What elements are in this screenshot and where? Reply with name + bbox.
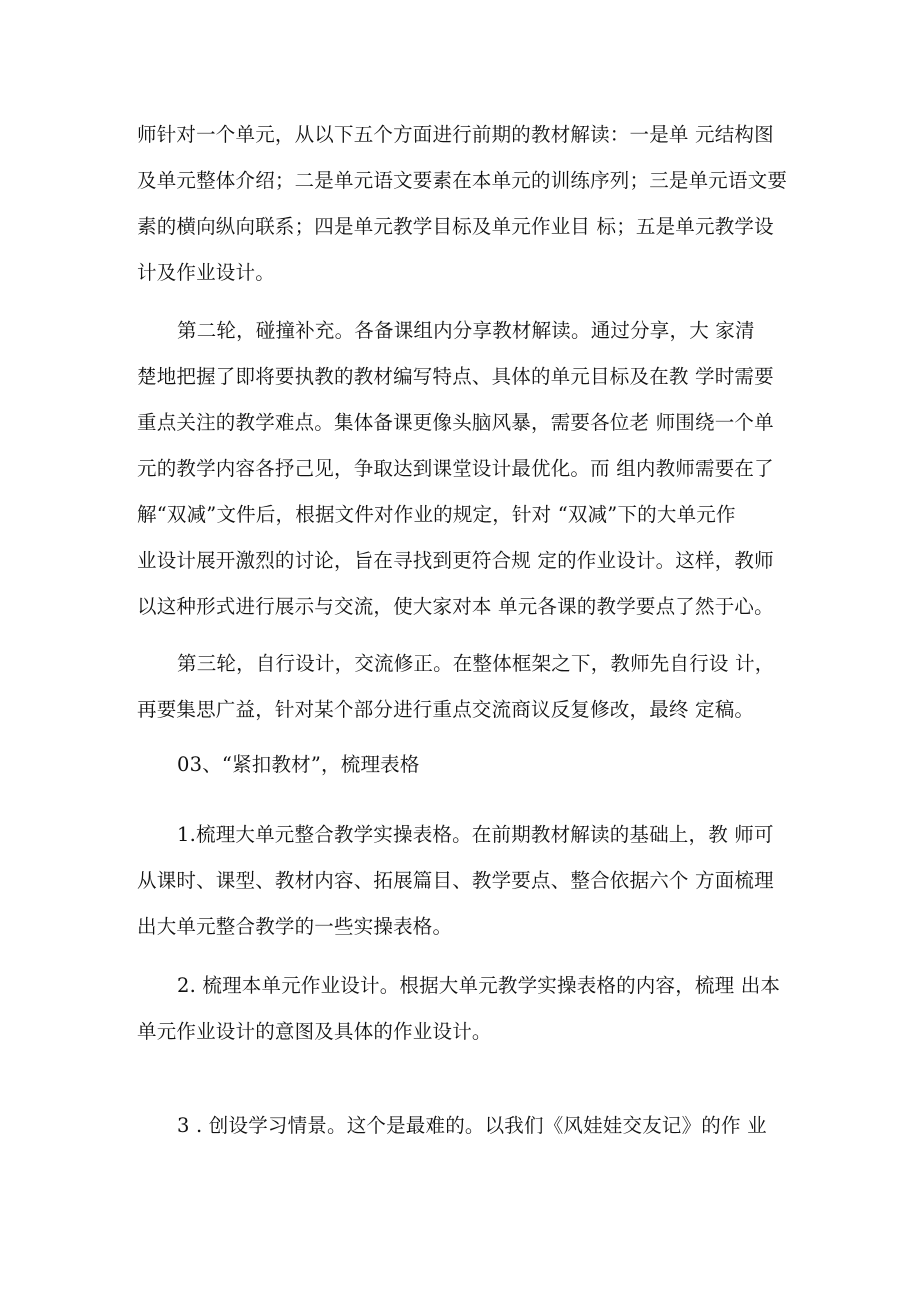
text-line: 2. 梳理本单元作业设计。根据大单元教学实操表格的内容，梳理 出本 bbox=[177, 974, 781, 997]
text-line: 3 . 创设学习情景。这个是最难的。以我们《风娃娃交友记》的作 业 bbox=[177, 1114, 767, 1137]
text-line: 1.梳理大单元整合教学实操表格。在前期教材解读的基础上，教 师可 bbox=[177, 823, 774, 846]
section-heading bbox=[137, 742, 797, 788]
text-line: 计及作业设计。 bbox=[137, 261, 275, 284]
text-line: 出大单元整合教学的一些实操表格。 bbox=[137, 915, 453, 938]
text-line: 从课时、课型、教材内容、拓展篇目、教学要点、整合依据六个 方面梳理 bbox=[137, 869, 774, 892]
text-line: 元的教学内容各抒己见，争取达到课堂设计最优化。而 组内教师需要在了 bbox=[137, 457, 774, 480]
paragraph-2 bbox=[137, 308, 797, 630]
text-line: 师针对一个单元，从以下五个方面进行前期的教材解读：一是单 元结构图 bbox=[137, 123, 774, 146]
paragraph-1 bbox=[137, 112, 797, 296]
text-line: 再要集思广益，针对某个部分进行重点交流商议反复修改，最终 定稿。 bbox=[137, 698, 755, 721]
text-line: 重点关注的教学难点。集体备课更像头脑风暴，需要各位老 师围绕一个单 bbox=[137, 411, 774, 434]
paragraph-3 bbox=[137, 641, 797, 733]
text-line: 解“双减”文件后，根据文件对作业的规定，针对 “双减”下的大单元作 bbox=[137, 503, 736, 526]
text-line: 业设计展开激烈的讨论，旨在寻找到更符合规 定的作业设计。这样，教师 bbox=[137, 549, 774, 572]
text-line: 单元作业设计的意图及具体的作业设计。 bbox=[137, 1020, 492, 1043]
text-line: 素的横向纵向联系；四是单元教学目标及单元作业目 标；五是单元教学设 bbox=[137, 215, 774, 238]
heading-text: 03、“紧扣教材”，梳理表格 bbox=[177, 753, 420, 776]
text-line: 以这种形式进行展示与交流，使大家对本 单元各课的教学要点了然于心。 bbox=[137, 595, 774, 618]
paragraph-5 bbox=[137, 963, 797, 1055]
text-line: 第三轮，自行设计，交流修正。在整体框架之下，教师先自行设 计， bbox=[177, 652, 775, 675]
text-line: 楚地把握了即将要执教的教材编写特点、具体的单元目标及在教 学时需要 bbox=[137, 365, 774, 388]
paragraph-6 bbox=[137, 1103, 797, 1149]
paragraph-4 bbox=[137, 812, 797, 950]
text-line: 第二轮，碰撞补充。各备课组内分享教材解读。通过分享，大 家清 bbox=[177, 319, 755, 342]
text-line: 及单元整体介绍；二是单元语文要素在本单元的训练序列；三是单元语文要 bbox=[137, 169, 788, 192]
